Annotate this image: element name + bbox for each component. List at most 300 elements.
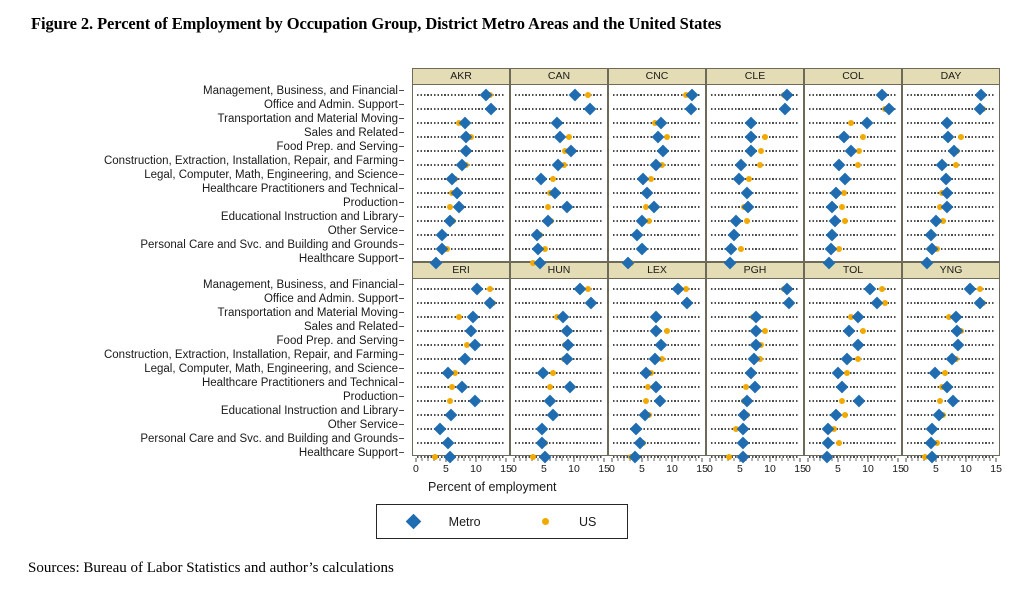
data-row xyxy=(511,130,607,144)
panel-lex xyxy=(608,262,706,456)
data-row xyxy=(805,366,901,380)
x-tick-minor xyxy=(751,458,752,461)
data-row xyxy=(413,436,509,450)
x-tick-minor xyxy=(580,458,581,461)
guide-line xyxy=(515,178,603,180)
metro-marker xyxy=(655,117,668,130)
metro-marker xyxy=(742,201,755,214)
data-row xyxy=(511,186,607,200)
metro-marker xyxy=(460,131,473,144)
data-row xyxy=(413,172,509,186)
x-tick-minor xyxy=(813,458,814,461)
guide-line xyxy=(417,248,505,250)
data-row xyxy=(707,310,803,324)
data-row xyxy=(609,228,705,242)
metro-marker xyxy=(871,297,884,310)
data-row xyxy=(413,310,509,324)
data-row xyxy=(903,242,999,256)
data-row xyxy=(707,338,803,352)
x-tick-minor xyxy=(947,458,948,461)
us-marker xyxy=(432,454,438,460)
metro-marker xyxy=(736,437,749,450)
data-row xyxy=(609,158,705,172)
metro-marker xyxy=(573,283,586,296)
metro-marker xyxy=(471,283,484,296)
metro-marker xyxy=(741,187,754,200)
data-row xyxy=(511,422,607,436)
metro-marker xyxy=(530,229,543,242)
metro-marker xyxy=(445,409,458,422)
metro-marker xyxy=(458,117,471,130)
guide-line xyxy=(515,386,603,388)
legend-entry-metro xyxy=(408,515,481,529)
category-labels-row-0 xyxy=(0,84,404,266)
metro-marker xyxy=(435,229,448,242)
data-row xyxy=(609,214,705,228)
data-row xyxy=(805,88,901,102)
us-marker xyxy=(842,218,848,224)
x-tick-minor xyxy=(892,458,893,461)
metro-marker xyxy=(963,283,976,296)
metro-marker xyxy=(975,89,988,102)
x-tick-minor xyxy=(911,458,912,461)
guide-line xyxy=(809,386,897,388)
data-row xyxy=(413,200,509,214)
panel-header-label: COL xyxy=(805,69,901,85)
guide-line xyxy=(613,428,701,430)
guide-line xyxy=(809,248,897,250)
x-tick-minor xyxy=(764,458,765,461)
metro-marker xyxy=(585,297,598,310)
x-tick-major xyxy=(905,458,906,462)
x-tick-minor xyxy=(874,458,875,461)
x-tick-major xyxy=(898,458,899,462)
panel-akr xyxy=(412,68,510,262)
metro-marker xyxy=(729,215,742,228)
x-tick-major xyxy=(611,458,612,462)
metro-marker xyxy=(941,201,954,214)
us-marker xyxy=(550,176,556,182)
us-marker xyxy=(937,398,943,404)
panel-can xyxy=(510,68,608,262)
x-tick-minor xyxy=(886,458,887,461)
data-row xyxy=(511,242,607,256)
x-tick-label: 10 xyxy=(960,463,972,475)
data-row xyxy=(805,380,901,394)
metro-marker xyxy=(562,339,575,352)
data-row xyxy=(903,394,999,408)
metro-marker xyxy=(883,103,896,116)
metro-marker xyxy=(553,131,566,144)
data-row xyxy=(707,186,803,200)
guide-line xyxy=(809,220,897,222)
x-tick-major xyxy=(476,458,477,462)
panel-plot-area xyxy=(805,85,901,261)
data-row xyxy=(707,172,803,186)
x-tick-minor xyxy=(733,458,734,461)
data-row xyxy=(805,408,901,422)
source-note: Sources: Bureau of Labor Statistics and author’s calculations xyxy=(28,560,394,576)
metro-marker xyxy=(561,325,574,338)
metro-marker xyxy=(838,173,851,186)
x-tick-minor xyxy=(788,458,789,461)
metro-marker xyxy=(841,353,854,366)
data-row xyxy=(805,186,901,200)
category-label: Management, Business, and Financial xyxy=(0,278,404,292)
data-row xyxy=(609,130,705,144)
data-row xyxy=(903,102,999,116)
x-tick-label: 10 xyxy=(568,463,580,475)
data-row xyxy=(609,88,705,102)
us-marker xyxy=(744,218,750,224)
metro-marker xyxy=(783,297,796,310)
guide-line xyxy=(809,206,897,208)
guide-line xyxy=(515,150,603,152)
category-label: Healthcare Practitioners and Technical xyxy=(0,182,404,196)
panel-yng xyxy=(902,262,1000,456)
data-row xyxy=(805,394,901,408)
metro-marker xyxy=(649,381,662,394)
metro-marker xyxy=(649,159,662,172)
data-row xyxy=(609,352,705,366)
x-tick-label: 10 xyxy=(470,463,482,475)
metro-marker xyxy=(780,283,793,296)
data-row xyxy=(413,116,509,130)
metro-marker xyxy=(649,311,662,324)
x-tick-label: 5 xyxy=(443,463,449,475)
panel-header-label: DAY xyxy=(903,69,999,85)
guide-line xyxy=(515,248,603,250)
guide-line xyxy=(809,414,897,416)
panel-header-label: HUN xyxy=(511,263,607,279)
metro-marker xyxy=(853,395,866,408)
data-row xyxy=(903,116,999,130)
data-row xyxy=(413,214,509,228)
x-tick-minor xyxy=(598,458,599,461)
data-row xyxy=(413,228,509,242)
x-tick-minor xyxy=(880,458,881,461)
x-tick-major xyxy=(966,458,967,462)
data-row xyxy=(413,158,509,172)
metro-marker xyxy=(750,325,763,338)
category-label: Personal Care and Svc. and Building and Grounds xyxy=(0,238,404,252)
panel-header-label: ERI xyxy=(413,263,509,279)
page-title: Figure 2. Percent of Employment by Occupation Group, District Metro Areas and the United States xyxy=(31,14,722,33)
data-row xyxy=(805,214,901,228)
data-row xyxy=(707,102,803,116)
us-marker xyxy=(836,440,842,446)
data-row xyxy=(903,144,999,158)
guide-line xyxy=(711,428,799,430)
metro-marker xyxy=(946,395,959,408)
x-tick-minor xyxy=(617,458,618,461)
data-row xyxy=(805,296,901,310)
guide-line xyxy=(907,248,995,250)
metro-marker xyxy=(561,353,574,366)
guide-line xyxy=(417,344,505,346)
guide-line xyxy=(515,206,603,208)
metro-marker xyxy=(825,201,838,214)
data-row xyxy=(707,88,803,102)
metro-marker xyxy=(830,187,843,200)
guide-line xyxy=(515,234,603,236)
category-label: Office and Admin. Support xyxy=(0,98,404,112)
x-tick-label: 15 xyxy=(990,463,1002,475)
metro-marker xyxy=(552,159,565,172)
x-tick-minor xyxy=(776,458,777,461)
data-row xyxy=(903,366,999,380)
us-marker xyxy=(738,246,744,252)
data-row xyxy=(903,324,999,338)
us-marker xyxy=(860,134,866,140)
x-tick-minor xyxy=(482,458,483,461)
data-row xyxy=(903,228,999,242)
data-row xyxy=(413,296,509,310)
category-label: Office and Admin. Support xyxy=(0,292,404,306)
data-row xyxy=(707,158,803,172)
metro-marker xyxy=(672,283,685,296)
category-label: Healthcare Support xyxy=(0,252,404,266)
data-row xyxy=(805,352,901,366)
data-row xyxy=(805,282,901,296)
us-marker xyxy=(449,384,455,390)
metro-marker xyxy=(843,325,856,338)
data-row xyxy=(609,102,705,116)
x-tick-label: 15 xyxy=(598,463,610,475)
panel-header-label: CAN xyxy=(511,69,607,85)
guide-line xyxy=(907,428,995,430)
metro-marker xyxy=(657,145,670,158)
metro-marker xyxy=(780,89,793,102)
metro-marker xyxy=(821,437,834,450)
metro-marker xyxy=(745,145,758,158)
panel-plot-area xyxy=(805,279,901,455)
data-row xyxy=(609,172,705,186)
us-marker xyxy=(726,454,732,460)
metro-marker xyxy=(460,145,473,158)
metro-marker xyxy=(564,145,577,158)
x-tick-major xyxy=(807,458,808,462)
x-tick-minor xyxy=(696,458,697,461)
metro-marker xyxy=(925,243,938,256)
x-tick-minor xyxy=(470,458,471,461)
x-tick-minor xyxy=(457,458,458,461)
category-label: Food Prep. and Serving xyxy=(0,334,404,348)
data-row xyxy=(805,324,901,338)
metro-marker xyxy=(465,325,478,338)
us-marker xyxy=(762,134,768,140)
x-tick-minor xyxy=(421,458,422,461)
metro-marker xyxy=(549,187,562,200)
panel-header-label: AKR xyxy=(413,69,509,85)
data-row xyxy=(805,130,901,144)
x-tick-major xyxy=(996,458,997,462)
x-tick-major xyxy=(672,458,673,462)
x-tick-major xyxy=(506,458,507,462)
data-row xyxy=(903,352,999,366)
panel-plot-area xyxy=(511,85,607,261)
us-marker xyxy=(530,454,536,460)
guide-line xyxy=(613,248,701,250)
x-tick-minor xyxy=(684,458,685,461)
x-tick-minor xyxy=(843,458,844,461)
metro-marker xyxy=(655,339,668,352)
metro-marker xyxy=(973,103,986,116)
data-row xyxy=(609,436,705,450)
us-marker xyxy=(547,384,553,390)
guide-line xyxy=(417,220,505,222)
x-tick-minor xyxy=(960,458,961,461)
guide-line xyxy=(907,164,995,166)
data-row xyxy=(511,394,607,408)
data-row xyxy=(511,88,607,102)
data-row xyxy=(903,338,999,352)
us-marker xyxy=(977,286,983,292)
guide-line xyxy=(417,400,505,402)
metro-marker xyxy=(950,311,963,324)
metro-marker xyxy=(435,243,448,256)
metro-marker xyxy=(466,311,479,324)
x-tick-minor xyxy=(782,458,783,461)
category-label: Sales and Related xyxy=(0,126,404,140)
data-row xyxy=(511,296,607,310)
metro-marker xyxy=(442,437,455,450)
us-marker xyxy=(456,314,462,320)
metro-marker xyxy=(851,339,864,352)
metro-marker xyxy=(443,215,456,228)
x-axis-panel xyxy=(412,458,510,478)
x-tick-label: 10 xyxy=(764,463,776,475)
metro-marker xyxy=(536,437,549,450)
data-row xyxy=(707,200,803,214)
data-row xyxy=(903,158,999,172)
panel-tol xyxy=(804,262,902,456)
data-row xyxy=(609,296,705,310)
guide-line xyxy=(809,372,897,374)
metro-marker xyxy=(925,437,938,450)
category-label: Construction, Extraction, Installation, Repair, and Farming xyxy=(0,348,404,362)
guide-line xyxy=(515,330,603,332)
x-tick-label: 0 xyxy=(510,463,517,475)
data-row xyxy=(903,422,999,436)
x-axis-panel xyxy=(706,458,804,478)
metro-marker xyxy=(851,311,864,324)
data-row xyxy=(707,324,803,338)
metro-marker xyxy=(838,131,851,144)
panel-plot-area xyxy=(707,279,803,455)
metro-marker xyxy=(942,131,955,144)
data-row xyxy=(805,228,901,242)
data-row xyxy=(413,102,509,116)
metro-marker xyxy=(940,173,953,186)
metro-marker xyxy=(536,423,549,436)
guide-line xyxy=(711,206,799,208)
guide-line xyxy=(613,234,701,236)
x-tick-label: 5 xyxy=(639,463,645,475)
guide-line xyxy=(613,414,701,416)
metro-marker xyxy=(468,339,481,352)
x-tick-label: 5 xyxy=(933,463,939,475)
metro-marker xyxy=(544,395,557,408)
data-row xyxy=(511,310,607,324)
panel-day xyxy=(902,68,1000,262)
category-labels-row-1 xyxy=(0,278,404,460)
x-tick-major xyxy=(604,458,605,462)
guide-line xyxy=(515,220,603,222)
guide-line xyxy=(907,220,995,222)
us-dot-icon xyxy=(542,518,549,525)
data-row xyxy=(707,144,803,158)
panel-header-label: YNG xyxy=(903,263,999,279)
x-tick-minor xyxy=(862,458,863,461)
panel-plot-area xyxy=(413,85,509,261)
metro-marker xyxy=(830,409,843,422)
metro-marker xyxy=(844,145,857,158)
us-marker xyxy=(758,148,764,154)
data-row xyxy=(805,338,901,352)
category-label: Educational Instruction and Library xyxy=(0,404,404,418)
data-row xyxy=(609,324,705,338)
data-row xyxy=(413,144,509,158)
x-tick-minor xyxy=(856,458,857,461)
category-label: Sales and Related xyxy=(0,320,404,334)
data-row xyxy=(707,116,803,130)
x-tick-minor xyxy=(819,458,820,461)
data-row xyxy=(903,282,999,296)
data-row xyxy=(707,366,803,380)
metro-marker xyxy=(458,353,471,366)
data-row xyxy=(511,408,607,422)
x-tick-minor xyxy=(917,458,918,461)
us-marker xyxy=(839,398,845,404)
us-marker xyxy=(643,398,649,404)
panel-cnc xyxy=(608,68,706,262)
guide-line xyxy=(613,178,701,180)
category-label: Production xyxy=(0,196,404,210)
metro-marker xyxy=(637,173,650,186)
data-row xyxy=(609,116,705,130)
us-marker xyxy=(958,134,964,140)
metro-marker xyxy=(636,243,649,256)
x-tick-minor xyxy=(941,458,942,461)
metro-marker xyxy=(825,243,838,256)
us-marker xyxy=(664,328,670,334)
data-row xyxy=(903,310,999,324)
metro-marker xyxy=(748,353,761,366)
x-axis-panel xyxy=(608,458,706,478)
data-row xyxy=(805,144,901,158)
panel-plot-area xyxy=(511,279,607,455)
data-row xyxy=(511,380,607,394)
x-tick-minor xyxy=(555,458,556,461)
data-row xyxy=(707,352,803,366)
data-row xyxy=(707,436,803,450)
metro-marker xyxy=(639,367,652,380)
metro-marker xyxy=(485,103,498,116)
metro-marker xyxy=(745,117,758,130)
data-row xyxy=(413,130,509,144)
x-tick-major xyxy=(800,458,801,462)
panel-header-label: PGH xyxy=(707,263,803,279)
metro-marker xyxy=(634,437,647,450)
metro-marker xyxy=(546,409,559,422)
data-row xyxy=(903,130,999,144)
metro-marker xyxy=(453,201,466,214)
metro-marker xyxy=(652,131,665,144)
data-row xyxy=(413,338,509,352)
x-tick-major xyxy=(868,458,869,462)
data-row xyxy=(413,186,509,200)
